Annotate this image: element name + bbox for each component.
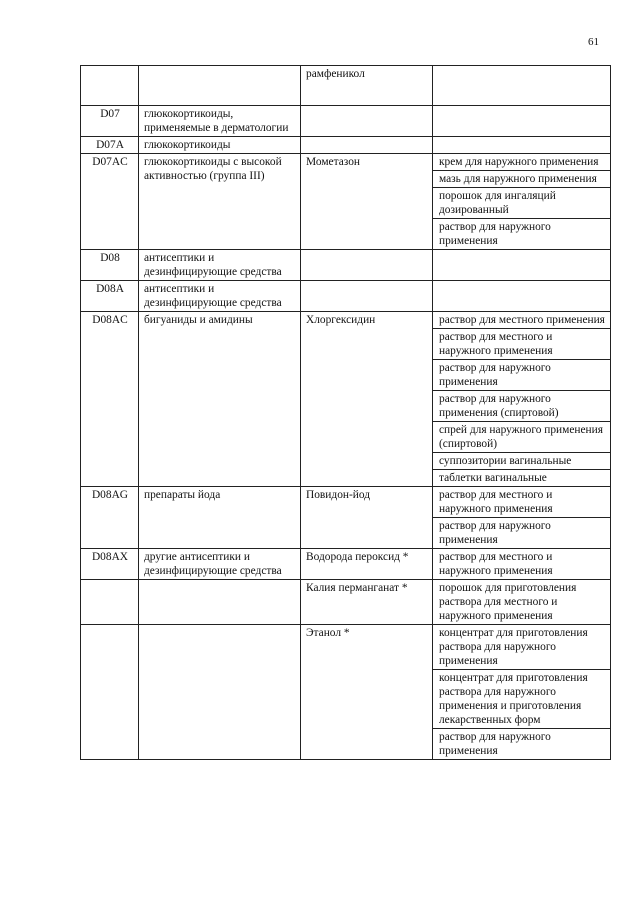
atc-code-cell	[81, 66, 139, 106]
table-row	[81, 312, 611, 487]
atc-code-cell: D07A	[81, 137, 139, 154]
dosage-form-item: раствор для наружного применения (спиртовой)	[433, 391, 610, 422]
group-name-cell: другие антисептики и дезинфицирующие средства	[139, 549, 301, 580]
page-number: 61	[588, 36, 599, 48]
drug-name-cell: Мометазон	[301, 154, 433, 250]
table-row	[81, 106, 611, 137]
drug-name-cell: рамфеникол	[301, 66, 433, 106]
drug-name-cell: Этанол *	[301, 625, 433, 760]
dosage-form-item: раствор для наружного применения	[433, 360, 610, 391]
atc-code-cell: D08AC	[81, 312, 139, 487]
table-row	[81, 154, 611, 250]
dosage-forms-cell	[433, 154, 611, 250]
drug-table	[80, 65, 611, 760]
dosage-forms-cell	[433, 312, 611, 487]
dosage-form-item: крем для наружного применения	[433, 154, 610, 171]
table-row	[81, 281, 611, 312]
table-row	[81, 625, 611, 760]
dosage-forms-cell	[433, 549, 611, 580]
dosage-forms-cell	[433, 281, 611, 312]
dosage-form-item	[433, 250, 610, 266]
group-name-cell: антисептики и дезинфицирующие средства	[139, 281, 301, 312]
dosage-form-item	[433, 137, 610, 153]
drug-name-cell: Водорода пероксид *	[301, 549, 433, 580]
dosage-forms-cell	[433, 66, 611, 106]
atc-code-cell: D08	[81, 250, 139, 281]
dosage-form-item	[433, 281, 610, 297]
dosage-form-item: суппозитории вагинальные	[433, 453, 610, 470]
dosage-form-item: раствор для местного и наружного применения	[433, 329, 610, 360]
group-name-cell	[139, 625, 301, 760]
dosage-form-item: порошок для приготовления раствора для местного и наружного применения	[439, 582, 577, 622]
drug-name-cell: Хлоргексидин	[301, 312, 433, 487]
group-name-cell	[139, 66, 301, 106]
drug-name-cell	[301, 250, 433, 281]
atc-code-cell: D08AG	[81, 487, 139, 549]
atc-code-cell: D08A	[81, 281, 139, 312]
group-name-cell	[139, 580, 301, 625]
atc-code-cell: D07AC	[81, 154, 139, 250]
dosage-forms-cell	[433, 487, 611, 549]
group-name-cell: бигуаниды и амидины	[139, 312, 301, 487]
atc-code-cell: D08AX	[81, 549, 139, 580]
dosage-form-item: раствор для местного и наружного применения	[439, 551, 553, 577]
dosage-form-item: концентрат для приготовления раствора для наружного применения и приготовления лекарственных форм	[433, 670, 610, 729]
table-row	[81, 487, 611, 549]
group-name-cell: препараты йода	[139, 487, 301, 549]
dosage-form-item: порошок для ингаляций дозированный	[433, 188, 610, 219]
dosage-form-item: раствор для наружного применения	[439, 221, 551, 247]
dosage-form-item: раствор для наружного применения	[439, 731, 551, 757]
dosage-form-item: раствор для наружного применения	[439, 520, 551, 546]
dosage-form-item: мазь для наружного применения	[433, 171, 610, 188]
group-name-cell: глюкокортикоиды	[139, 137, 301, 154]
dosage-forms-cell	[433, 106, 611, 137]
atc-code-cell: D07	[81, 106, 139, 137]
table-row	[81, 580, 611, 625]
table-row	[81, 549, 611, 580]
drug-name-cell	[301, 106, 433, 137]
drug-name-cell: Калия перманганат *	[301, 580, 433, 625]
table-row	[81, 66, 611, 106]
drug-name-cell	[301, 137, 433, 154]
dosage-forms-cell	[433, 625, 611, 760]
dosage-forms-cell	[433, 580, 611, 625]
dosage-form-item: раствор для местного и наружного применения	[433, 487, 610, 518]
dosage-form-item: спрей для наружного применения (спиртовой)	[433, 422, 610, 453]
dosage-form-item	[433, 66, 610, 82]
group-name-cell: глюкокортикоиды, применяемые в дерматологии	[139, 106, 301, 137]
dosage-form-item: концентрат для приготовления раствора для наружного применения	[433, 625, 610, 670]
drug-name-cell: Повидон-йод	[301, 487, 433, 549]
drug-name-cell	[301, 281, 433, 312]
dosage-form-item: раствор для местного применения	[433, 312, 610, 329]
dosage-form-item	[433, 106, 610, 122]
table-row	[81, 137, 611, 154]
group-name-cell: глюкокортикоиды с высокой активностью (группа III)	[139, 154, 301, 250]
dosage-forms-cell	[433, 250, 611, 281]
atc-code-cell	[81, 580, 139, 625]
dosage-forms-cell	[433, 137, 611, 154]
table-row	[81, 250, 611, 281]
dosage-form-item: таблетки вагинальные	[439, 472, 547, 484]
group-name-cell: антисептики и дезинфицирующие средства	[139, 250, 301, 281]
atc-code-cell	[81, 625, 139, 760]
